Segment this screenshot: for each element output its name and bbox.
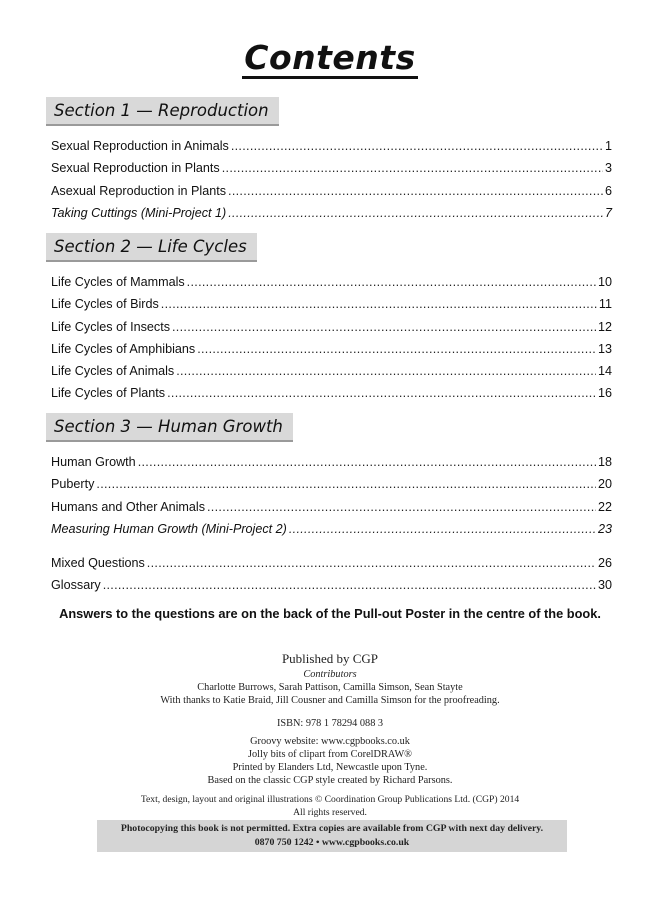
- toc-entry[interactable]: [46, 518, 612, 540]
- toc-entry-page: 6: [604, 183, 612, 198]
- toc-entry[interactable]: [46, 157, 612, 179]
- toc-entry-page: 18: [597, 455, 612, 469]
- answers-note: Answers to the questions are on the back of the Pull-out Poster in the centre of the book.: [59, 606, 601, 621]
- printer-credit: Printed by Elanders Ltd, Newcastle upon Tyne.: [232, 762, 428, 773]
- toc-entry[interactable]: [46, 382, 612, 404]
- toc-entry-label: Mixed Questions: [51, 556, 145, 571]
- toc-entry[interactable]: [46, 135, 612, 157]
- spacer: [46, 540, 612, 552]
- toc-entry[interactable]: [46, 271, 612, 293]
- toc-entry-label: Humans and Other Animals: [51, 499, 205, 514]
- toc-entry-page: 26: [597, 556, 612, 571]
- dot-leader: [176, 360, 596, 382]
- photocopy-notice-line1: Photocopying this book is not permitted. Extra copies are available from CGP with next day delivery.: [120, 823, 544, 834]
- section-reproduction: [46, 97, 612, 224]
- page-title: Contents: [244, 38, 416, 77]
- toc-entry-label: Human Growth: [51, 455, 136, 469]
- photocopy-notice: [97, 820, 567, 852]
- website: Groovy website: www.cgpbooks.co.uk: [250, 736, 410, 747]
- toc-entry-page: 20: [597, 477, 612, 492]
- toc-entry-page: 1: [604, 139, 612, 153]
- toc-entry-page: 13: [597, 341, 612, 356]
- section-heading: Section 3 — Human Growth: [46, 413, 293, 442]
- toc-entry-label: Sexual Reproduction in Animals: [51, 139, 229, 153]
- proofreading-thanks: With thanks to Katie Braid, Jill Cousner and Camilla Simson for the proofreading.: [160, 695, 500, 706]
- toc-entry[interactable]: [46, 316, 612, 338]
- published-by: Published by CGP: [281, 651, 379, 666]
- section-entries: [46, 451, 612, 597]
- toc-entry-label: Puberty: [51, 477, 95, 492]
- toc-entry-page: 11: [598, 297, 612, 312]
- dot-leader: [228, 202, 603, 224]
- dot-leader: [147, 552, 596, 574]
- dot-leader: [197, 338, 596, 360]
- section-life-cycles: [46, 233, 612, 405]
- toc-entry-label: Life Cycles of Insects: [51, 319, 170, 334]
- dot-leader: [228, 180, 603, 202]
- toc-entry-label: Life Cycles of Animals: [51, 364, 175, 379]
- toc-entry[interactable]: [46, 202, 612, 224]
- toc-entry[interactable]: [46, 574, 612, 596]
- dot-leader: [167, 382, 596, 404]
- toc-entry-page: 10: [597, 275, 612, 289]
- section-human-growth: [46, 413, 612, 597]
- toc-entry[interactable]: [46, 293, 612, 315]
- toc-entry-label: Taking Cuttings (Mini-Project 1): [51, 205, 227, 220]
- dot-leader: [103, 574, 596, 596]
- dot-leader: [172, 316, 596, 338]
- toc-entry-page: 12: [597, 319, 612, 334]
- toc-entry-page: 23: [597, 521, 612, 536]
- clipart-credit: Jolly bits of clipart from CorelDRAW®: [247, 749, 412, 760]
- toc-entry-label: Life Cycles of Plants: [51, 386, 166, 401]
- dot-leader: [289, 518, 596, 540]
- toc-entry[interactable]: [46, 180, 612, 202]
- toc-entry-label: Life Cycles of Mammals: [51, 275, 185, 289]
- toc-entry[interactable]: [46, 451, 612, 473]
- toc-entry[interactable]: [46, 552, 612, 574]
- style-credit: Based on the classic CGP style created by Richard Parsons.: [207, 775, 453, 786]
- dot-leader: [231, 135, 603, 157]
- rights: All rights reserved.: [293, 807, 367, 818]
- section-heading: Section 2 — Life Cycles: [46, 233, 257, 262]
- section-heading: Section 1 — Reproduction: [46, 97, 279, 126]
- dot-leader: [222, 157, 603, 179]
- dot-leader: [187, 271, 596, 293]
- toc-entry[interactable]: [46, 338, 612, 360]
- toc-entry-page: 3: [604, 161, 612, 176]
- toc-entry-label: Asexual Reproduction in Plants: [51, 183, 227, 198]
- toc-entry-page: 7: [604, 205, 612, 220]
- section-entries: [46, 271, 612, 405]
- toc-entry-label: Life Cycles of Birds: [51, 297, 159, 312]
- toc-entry-label: Glossary: [51, 578, 101, 593]
- toc-entry[interactable]: [46, 496, 612, 518]
- toc-entry-page: 16: [597, 386, 612, 401]
- publisher-info: [0, 650, 660, 819]
- toc-entry-label: Measuring Human Growth (Mini-Project 2): [51, 521, 287, 536]
- section-entries: [46, 135, 612, 224]
- isbn: ISBN: 978 1 78294 088 3: [276, 718, 384, 729]
- dot-leader: [96, 473, 596, 495]
- dot-leader: [161, 293, 597, 315]
- contributors-list: Charlotte Burrows, Sarah Pattison, Camilla Simson, Sean Stayte: [197, 682, 463, 693]
- toc-entry[interactable]: [46, 360, 612, 382]
- toc-entry-page: 14: [597, 364, 612, 379]
- toc-entry[interactable]: [46, 473, 612, 495]
- toc-entry-page: 22: [597, 499, 612, 514]
- toc-entry-page: 30: [597, 578, 612, 593]
- contributors-label: Contributors: [303, 669, 357, 680]
- contact-line: 0870 750 1242 • www.cgpbooks.co.uk: [254, 837, 410, 848]
- dot-leader: [207, 496, 596, 518]
- toc-entry-label: Sexual Reproduction in Plants: [51, 161, 220, 176]
- toc-entry-label: Life Cycles of Amphibians: [51, 341, 196, 356]
- copyright: Text, design, layout and original illustrations © Coordination Group Publications Ltd. (CGP) 2014: [140, 794, 520, 805]
- dot-leader: [138, 451, 596, 473]
